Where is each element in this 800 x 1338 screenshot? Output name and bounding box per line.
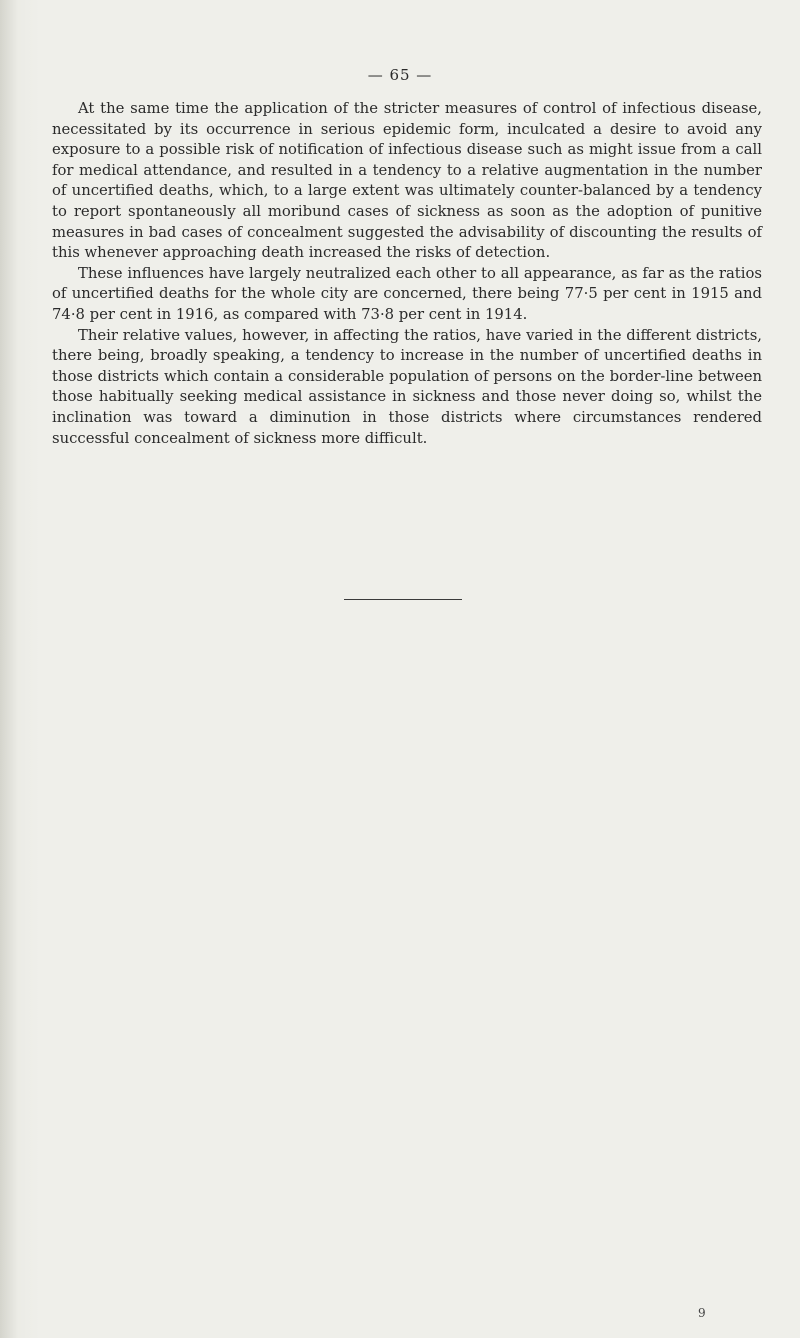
paragraph-2: These influences have largely neutralized each other to all appearance, as far as the ratios of uncertified deaths for the whole city are concerned, there being 77·5 per cent in 1915 and 74·8 per cent in 1916, as compared with 73·8 per cent in 1914. <box>52 264 762 323</box>
paragraph-3: Their relative values, however, in affecting the ratios, have varied in the different districts, there being, broadly speaking, a tendency to increase in the number of uncertified deaths in those districts which contain a considerable population of persons on the border-line between those habitually seeking medical assistance in sickness and those never doing so, whilst the inclination was toward a diminution in those districts where circumstances rendered successful concealment of sickness more difficult. <box>52 326 762 447</box>
footer-number: 9 <box>698 1306 706 1320</box>
body-text <box>52 99 762 449</box>
section-divider <box>344 599 462 600</box>
page-number: — 65 — <box>367 66 433 84</box>
paragraph-1: At the same time the application of the stricter measures of control of infectious disease, necessitated by its occurrence in serious epidemic form, inculcated a desire to avoid any exposure to a possible risk of notification of infectious disease such as might issue from a call for medical attendance, and resulted in a tendency to a relative augmentation in the number of uncertified deaths, which, to a large extent was ultimately counter-balanced by a tendency to report spontaneously all moribund cases of sickness as soon as the adoption of punitive measures in bad cases of concealment suggested the advisability of discounting the results of this whenever approaching death increased the risks of detection. <box>52 100 762 262</box>
